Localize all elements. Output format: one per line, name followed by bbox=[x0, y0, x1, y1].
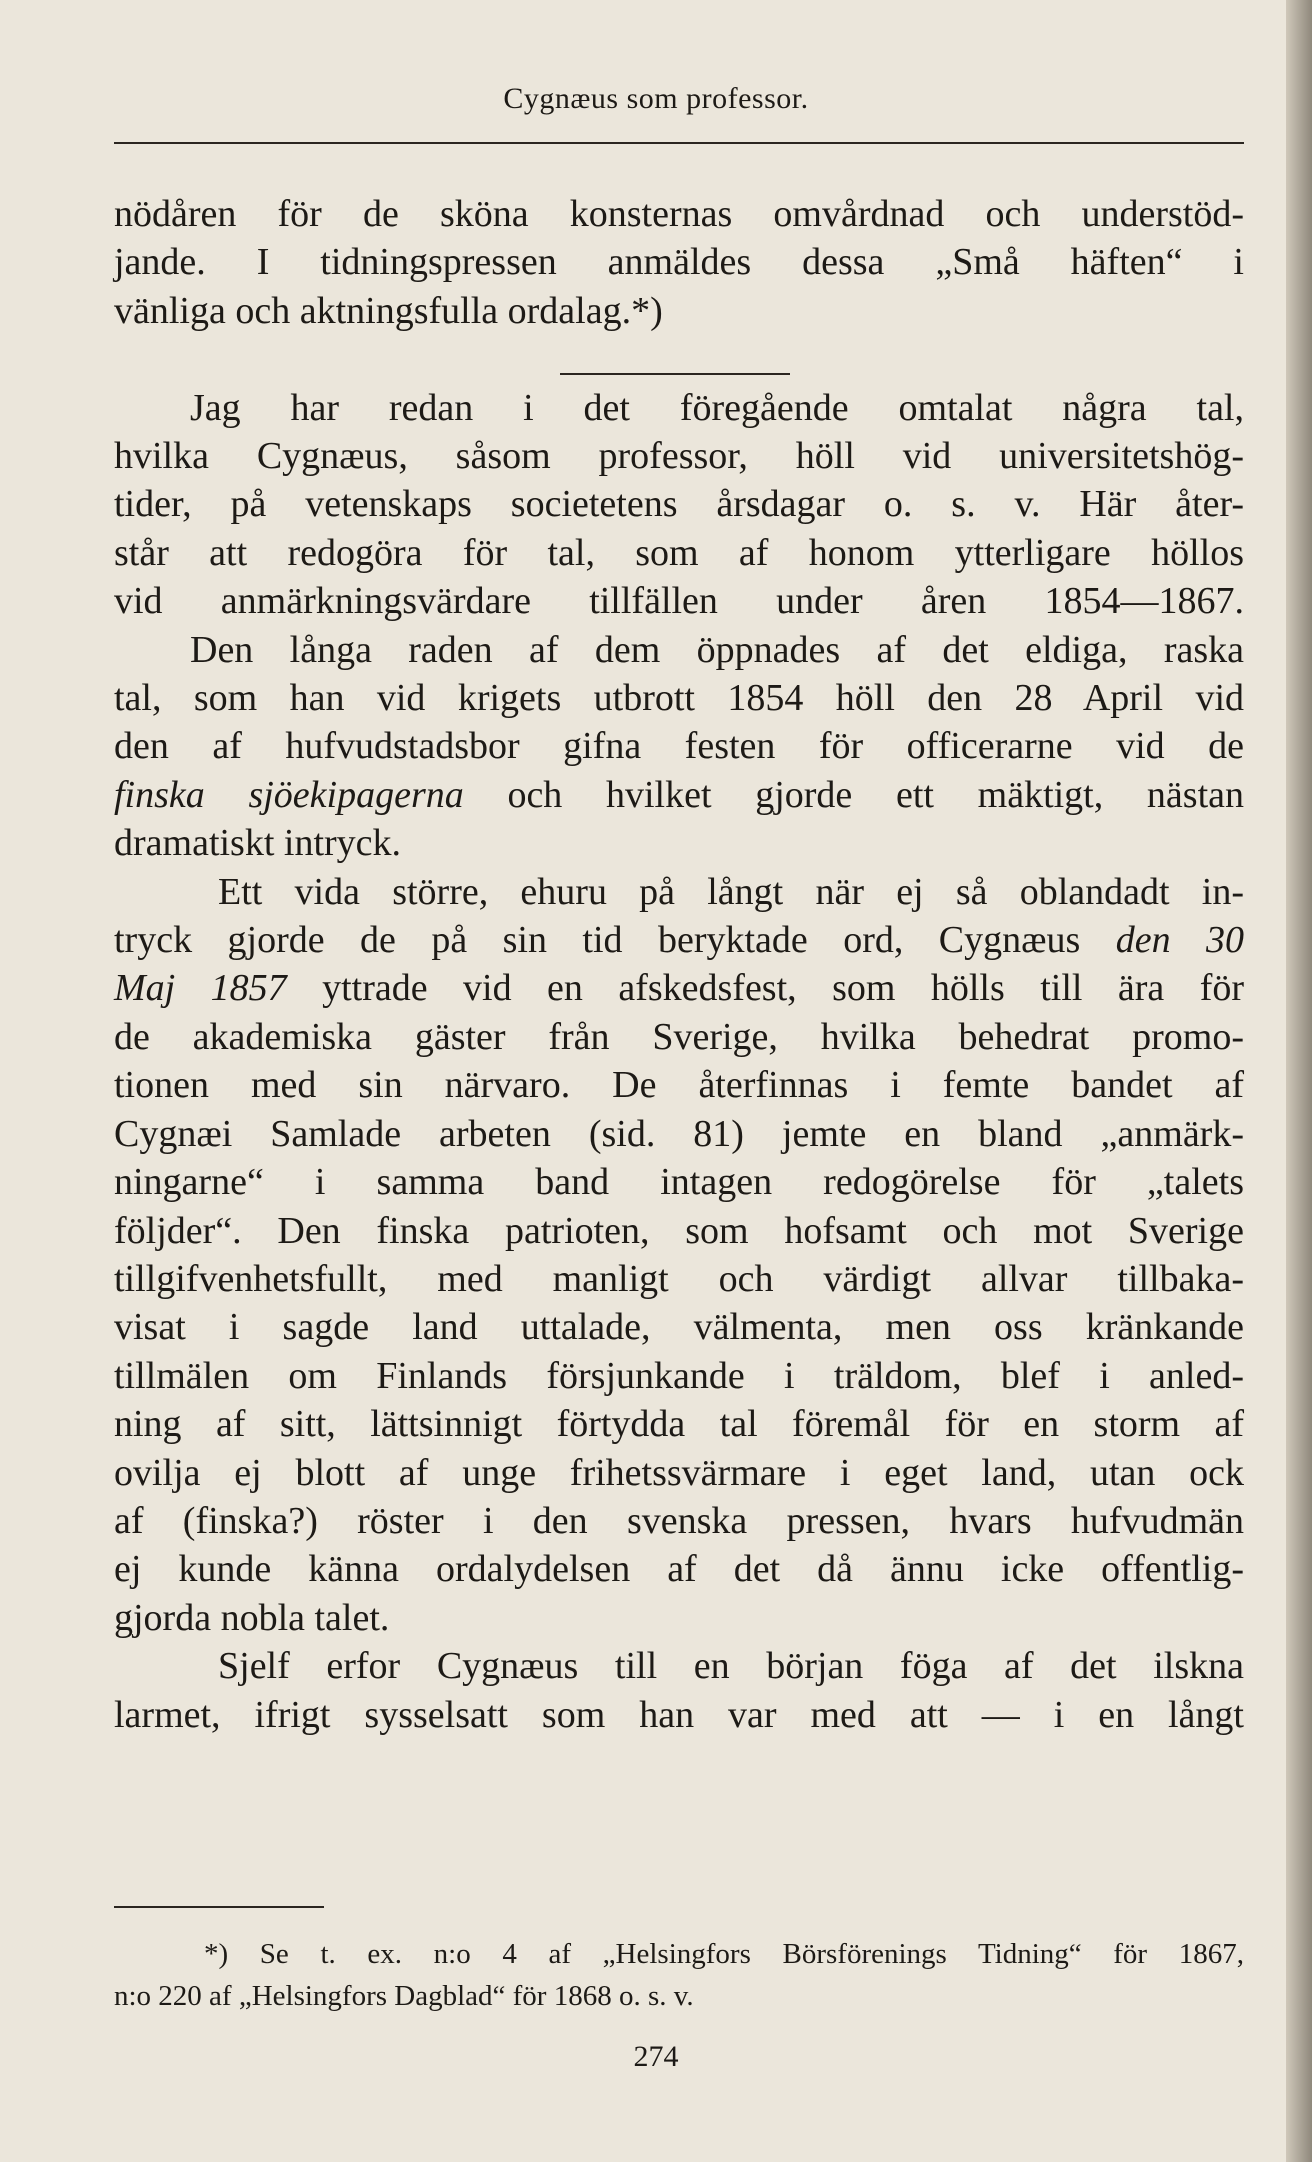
page-edge-shadow bbox=[1286, 0, 1312, 2162]
text-line: larmet, ifrigt sysselsatt som han var med att — i en långt bbox=[114, 1693, 1244, 1736]
text-line: Ett vida större, ehuru på långt när ej så oblandadt in- bbox=[218, 870, 1244, 913]
text-line: Jag har redan i det föregående omtalat några tal, bbox=[190, 386, 1244, 429]
text-line: vänliga och aktningsfulla ordalag.*) bbox=[114, 289, 663, 332]
text-line: Den långa raden af dem öppnades af det eldiga, raska bbox=[190, 628, 1244, 671]
spacer bbox=[114, 335, 1244, 383]
text-line: tider, på vetenskaps societetens årsdagar o. s. v. Här åter- bbox=[114, 483, 1244, 526]
text-line: hvilka Cygnæus, såsom professor, höll vid universitetshög- bbox=[114, 435, 1244, 478]
footnote-line: *) Se t. ex. n:o 4 af „Helsingfors Börsförenings Tidning“ för 1867, bbox=[204, 1938, 1244, 1970]
text-line: de akademiska gäster från Sverige, hvilka behedrat promo- bbox=[114, 1015, 1244, 1058]
text-line: tillmälen om Finlands försjunkande i träldom, blef i anled- bbox=[114, 1354, 1244, 1397]
text-line: nödåren för de sköna konsternas omvårdnad och understöd- bbox=[114, 193, 1244, 235]
text-line: gjorda nobla talet. bbox=[114, 1596, 390, 1639]
text-line: Sjelf erfor Cygnæus till en början föga af det ilskna bbox=[218, 1645, 1244, 1688]
footnote-rule bbox=[114, 1906, 324, 1908]
text-line: dramatiskt intryck. bbox=[114, 822, 402, 865]
italic-phrase: finska sjöekipagerna bbox=[114, 773, 464, 816]
text-line: ning af sitt, lättsinnigt förtydda tal föremål för en storm af bbox=[114, 1403, 1244, 1446]
text-line: står att redogöra för tal, som af honom ytterligare höllos bbox=[114, 531, 1244, 574]
text-line: vid anmärkningsvärdare tillfällen under åren 1854—1867. bbox=[114, 580, 1244, 623]
text-line: af (finska?) röster i den svenska pressen, hvars hufvudmän bbox=[114, 1499, 1244, 1542]
text-line: jande. I tidningspressen anmäldes dessa „Små häften“ i bbox=[114, 241, 1244, 284]
page-number: 274 bbox=[633, 2040, 679, 2073]
text-line: tillgifvenhetsfullt, med manligt och värdigt allvar tillbaka- bbox=[114, 1257, 1244, 1300]
text-fragment: tryck gjorde de på sin tid beryktade ord, Cygnæus bbox=[114, 919, 1081, 962]
text-line: Cygnæi Samlade arbeten (sid. 81) jemte en bland „anmärk- bbox=[114, 1112, 1244, 1155]
footnote-line: n:o 220 af „Helsingfors Dagblad“ för 1868 o. s. v. bbox=[114, 1980, 694, 2012]
text-line bbox=[114, 916, 1244, 964]
italic-phrase: den 30 bbox=[1115, 919, 1245, 962]
text-line bbox=[114, 964, 1244, 1012]
text-line: ej kunde känna ordalydelsen af det då ännu icke offentlig- bbox=[114, 1548, 1244, 1591]
body-text bbox=[114, 190, 1244, 1739]
italic-phrase: Maj 1857 bbox=[114, 967, 287, 1010]
footnote bbox=[114, 1933, 1244, 2017]
text-line: den af hufvudstadsbor gifna festen för officerarne vid de bbox=[114, 725, 1244, 768]
header-rule bbox=[114, 142, 1244, 144]
running-header: Cygnæus som professor. bbox=[503, 82, 809, 115]
text-fragment: och hvilket gjorde ett mäktigt, nästan bbox=[507, 773, 1245, 816]
text-line: tal, som han vid krigets utbrott 1854 höll den 28 April vid bbox=[114, 677, 1244, 720]
text-fragment: yttrade vid en afskedsfest, som hölls till ära för bbox=[322, 967, 1244, 1010]
text-line: tionen med sin närvaro. De återfinnas i femte bandet af bbox=[114, 1064, 1244, 1107]
text-line: följder“. Den finska patrioten, som hofsamt och mot Sverige bbox=[114, 1209, 1244, 1252]
section-rule bbox=[560, 373, 790, 375]
text-line: ningarne“ i samma band intagen redogörelse för „talets bbox=[114, 1161, 1244, 1204]
text-line: ovilja ej blott af unge frihetssvärmare i eget land, utan ock bbox=[114, 1451, 1244, 1494]
text-line: visat i sagde land uttalade, välmenta, men oss kränkande bbox=[114, 1306, 1244, 1349]
text-line bbox=[114, 771, 1244, 819]
